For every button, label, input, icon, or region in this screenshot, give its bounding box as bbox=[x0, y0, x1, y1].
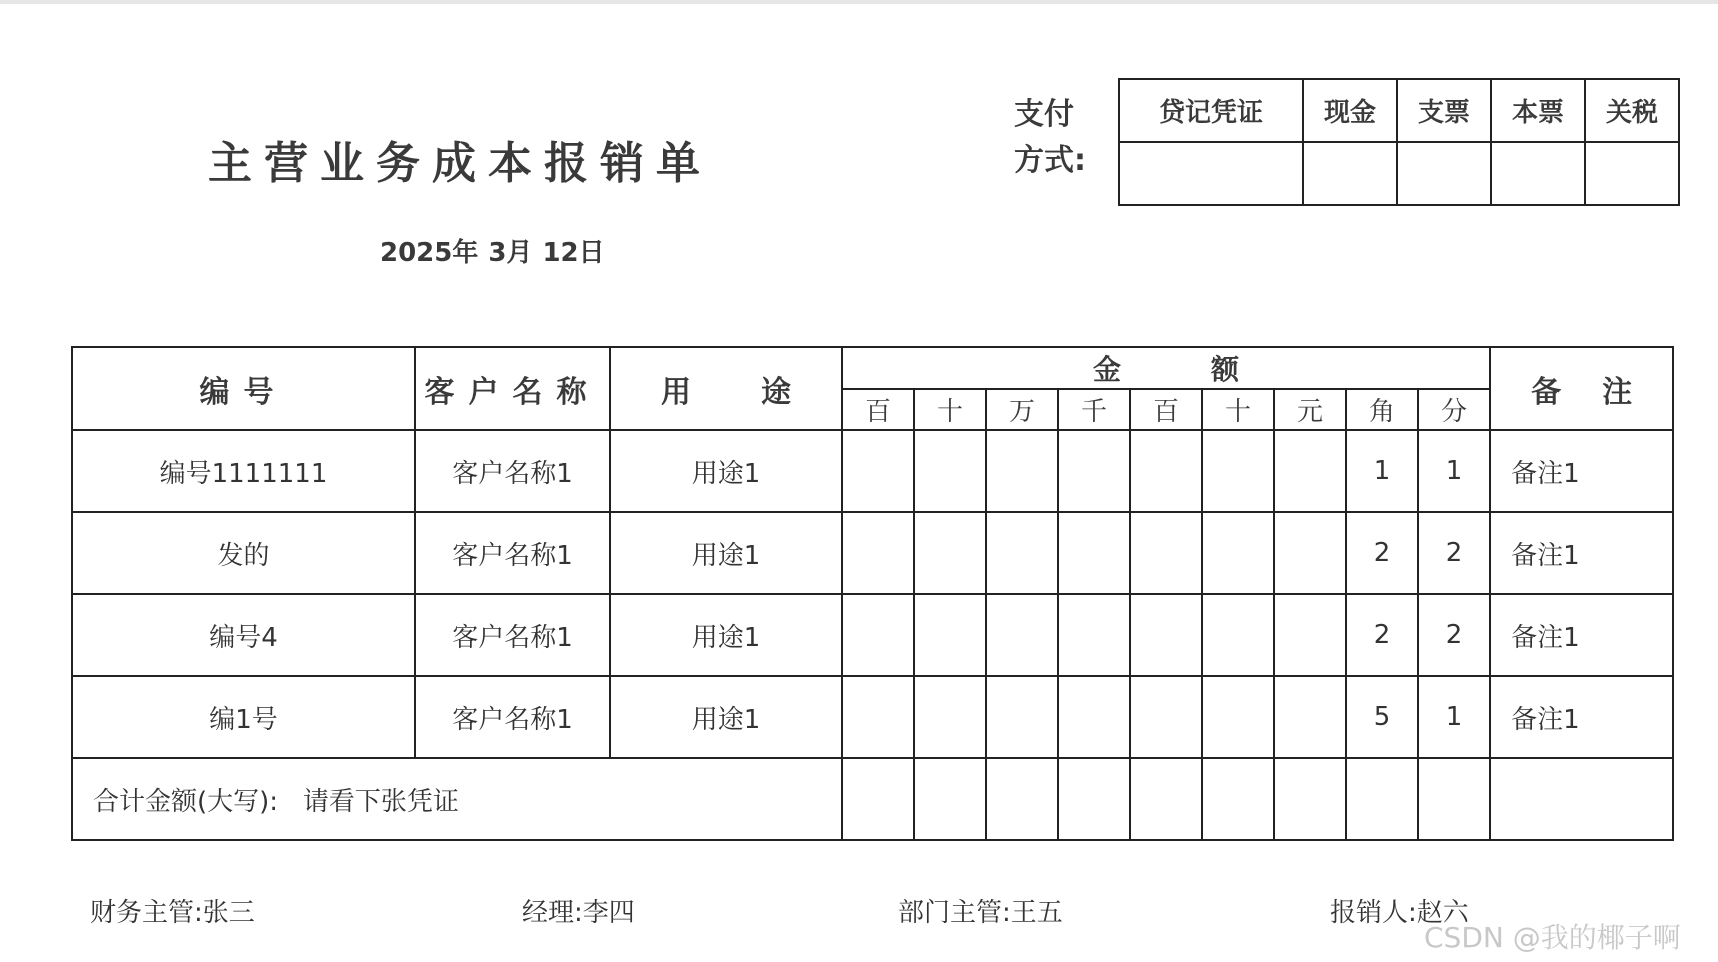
header-id: 编号 bbox=[72, 347, 415, 430]
cell-digit bbox=[914, 676, 986, 758]
total-digit bbox=[1418, 758, 1490, 840]
payment-check-cell[interactable] bbox=[1397, 142, 1491, 205]
total-digit bbox=[1058, 758, 1130, 840]
cell-customer: 客户名称1 bbox=[415, 594, 610, 676]
total-note bbox=[1490, 758, 1673, 840]
cell-customer: 客户名称1 bbox=[415, 512, 610, 594]
cell-customer: 客户名称1 bbox=[415, 430, 610, 512]
cell-digit bbox=[1130, 430, 1202, 512]
cell-digit bbox=[1058, 512, 1130, 594]
total-digit bbox=[842, 758, 914, 840]
payment-option-credit-voucher: 贷记凭证 bbox=[1119, 79, 1303, 142]
header-customer: 客户名称 bbox=[415, 347, 610, 430]
cell-purpose: 用途1 bbox=[610, 676, 842, 758]
cell-note: 备注1 bbox=[1490, 430, 1673, 512]
payment-option-promissory-note: 本票 bbox=[1491, 79, 1585, 142]
date-year: 2025年 bbox=[380, 238, 479, 268]
signature-claimant: 报销人:赵六 bbox=[1330, 898, 1469, 928]
header-digit-wan: 万 bbox=[986, 389, 1058, 430]
cell-jiao: 5 bbox=[1346, 676, 1418, 758]
cell-id: 发的 bbox=[72, 512, 415, 594]
header-amount: 金 额 bbox=[842, 347, 1490, 389]
payment-option-check: 支票 bbox=[1397, 79, 1491, 142]
total-digit bbox=[914, 758, 986, 840]
cell-digit bbox=[1058, 676, 1130, 758]
cell-digit bbox=[1202, 512, 1274, 594]
header-digit-jiao: 角 bbox=[1346, 389, 1418, 430]
total-digit bbox=[1202, 758, 1274, 840]
cell-digit bbox=[1274, 512, 1346, 594]
cell-purpose: 用途1 bbox=[610, 594, 842, 676]
signature-dept-manager: 部门主管:王五 bbox=[898, 898, 1063, 928]
cell-id: 编号4 bbox=[72, 594, 415, 676]
total-amount-in-words bbox=[72, 758, 842, 840]
signature-finance-manager: 财务主管:张三 bbox=[90, 898, 255, 928]
cell-digit bbox=[986, 594, 1058, 676]
cell-fen: 1 bbox=[1418, 676, 1490, 758]
total-value: 请看下张凭证 bbox=[302, 786, 459, 817]
cell-id: 编号1111111 bbox=[72, 430, 415, 512]
signature-manager: 经理:李四 bbox=[522, 898, 635, 928]
payment-check-cell[interactable] bbox=[1303, 142, 1397, 205]
total-row bbox=[72, 758, 1673, 840]
header-digit-ten-thousand: 十 bbox=[914, 389, 986, 430]
cell-jiao: 2 bbox=[1346, 512, 1418, 594]
cell-digit bbox=[1058, 594, 1130, 676]
cell-digit bbox=[1130, 594, 1202, 676]
cell-digit bbox=[842, 430, 914, 512]
total-digit bbox=[1274, 758, 1346, 840]
cell-digit bbox=[914, 594, 986, 676]
payment-method-label: 支付 方式: bbox=[1014, 97, 1086, 178]
cell-purpose: 用途1 bbox=[610, 512, 842, 594]
total-label: 合计金额(大写): bbox=[93, 786, 279, 817]
cell-note: 备注1 bbox=[1490, 512, 1673, 594]
total-digit bbox=[1346, 758, 1418, 840]
header-note: 备 注 bbox=[1490, 347, 1673, 430]
cell-customer: 客户名称1 bbox=[415, 676, 610, 758]
table-row bbox=[72, 512, 1673, 594]
cell-digit bbox=[1274, 430, 1346, 512]
cell-note: 备注1 bbox=[1490, 594, 1673, 676]
cell-digit bbox=[986, 512, 1058, 594]
cell-fen: 1 bbox=[1418, 430, 1490, 512]
cell-digit bbox=[986, 430, 1058, 512]
cell-digit bbox=[914, 512, 986, 594]
page-title: 主营业务成本报销单 bbox=[208, 138, 712, 189]
cell-digit bbox=[1274, 594, 1346, 676]
header-digit-fen: 分 bbox=[1418, 389, 1490, 430]
payment-method-table bbox=[1118, 78, 1680, 206]
cell-jiao: 2 bbox=[1346, 594, 1418, 676]
top-divider bbox=[0, 0, 1718, 4]
table-row bbox=[72, 676, 1673, 758]
cell-digit bbox=[1130, 676, 1202, 758]
cell-jiao: 1 bbox=[1346, 430, 1418, 512]
expense-table bbox=[71, 346, 1674, 841]
date-day: 12日 bbox=[542, 238, 605, 268]
header-digit-ten: 十 bbox=[1202, 389, 1274, 430]
payment-option-customs-duty: 关税 bbox=[1585, 79, 1679, 142]
cell-digit bbox=[914, 430, 986, 512]
cell-digit bbox=[842, 512, 914, 594]
total-digit bbox=[986, 758, 1058, 840]
cell-digit bbox=[986, 676, 1058, 758]
header-digit-thousand: 千 bbox=[1058, 389, 1130, 430]
cell-digit bbox=[1202, 594, 1274, 676]
date-month: 3月 bbox=[488, 238, 533, 268]
form-date bbox=[380, 232, 605, 269]
cell-digit bbox=[1202, 676, 1274, 758]
header-digit-hundred: 百 bbox=[1130, 389, 1202, 430]
cell-digit bbox=[1058, 430, 1130, 512]
cell-id: 编1号 bbox=[72, 676, 415, 758]
payment-check-cell[interactable] bbox=[1491, 142, 1585, 205]
watermark: CSDN @我的椰子啊 bbox=[1424, 921, 1681, 954]
cell-digit bbox=[1202, 430, 1274, 512]
payment-check-cell[interactable] bbox=[1119, 142, 1303, 205]
header-digit-hundred-thousand: 百 bbox=[842, 389, 914, 430]
cell-fen: 2 bbox=[1418, 594, 1490, 676]
cell-digit bbox=[1274, 676, 1346, 758]
header-purpose: 用 途 bbox=[610, 347, 842, 430]
cell-digit bbox=[1130, 512, 1202, 594]
cell-purpose: 用途1 bbox=[610, 430, 842, 512]
cell-note: 备注1 bbox=[1490, 676, 1673, 758]
cell-digit bbox=[842, 594, 914, 676]
payment-option-cash: 现金 bbox=[1303, 79, 1397, 142]
cell-fen: 2 bbox=[1418, 512, 1490, 594]
table-row bbox=[72, 594, 1673, 676]
table-row bbox=[72, 430, 1673, 512]
cell-digit bbox=[842, 676, 914, 758]
header-digit-yuan: 元 bbox=[1274, 389, 1346, 430]
total-digit bbox=[1130, 758, 1202, 840]
payment-check-cell[interactable] bbox=[1585, 142, 1679, 205]
